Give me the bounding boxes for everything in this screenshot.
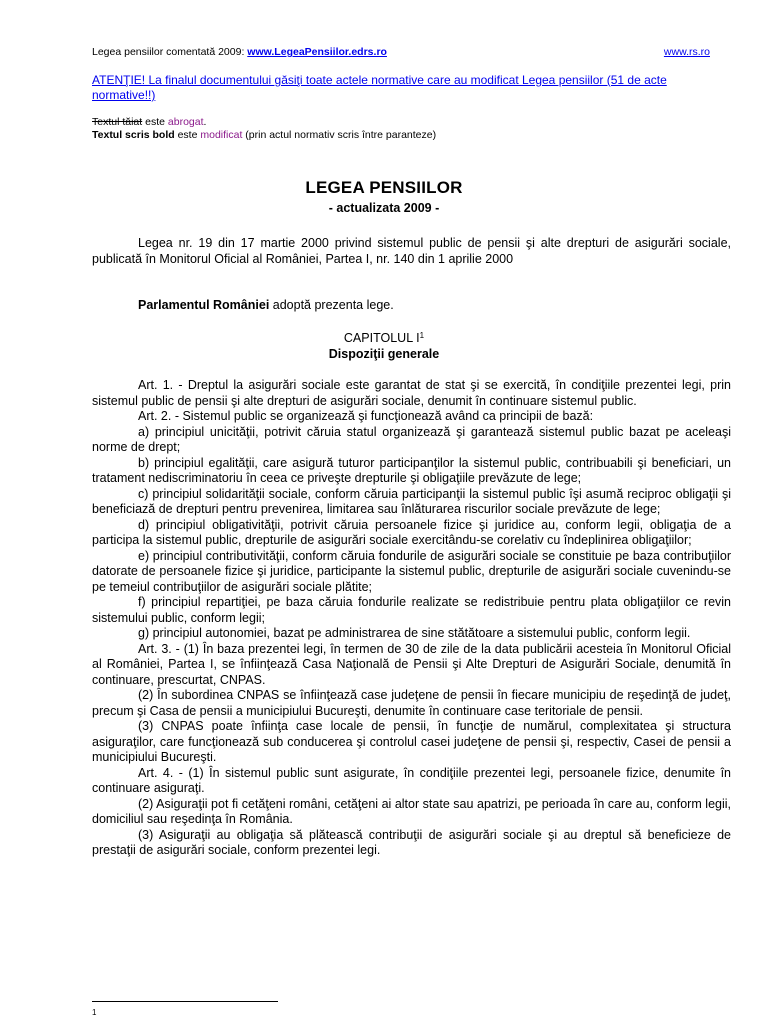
legend-strike-line (92, 116, 732, 129)
legend-strike-sample: Textul tăiat (92, 116, 143, 128)
legend-bold-sample: Textul scris bold (92, 129, 175, 141)
article-paragraph: e) principiul contributivităţii, conform căruia fondurile de asigurări sociale se constituie pe baza contribuţiilor datorate de persoanele fizice şi juridice, participante la sistemul public, drepturile de asigurări sociale cuvenindu-se pe temeiul contribuţiilor de asigurări sociale plătite; (92, 548, 731, 594)
header-text: Legea pensiilor comentată 2009: (92, 46, 248, 58)
article-paragraph: c) principiul solidarităţii sociale, conform căruia participanţii la sistemul public îşi asumă reciproc obligaţii şi beneficiază de drepturi pentru prevenirea, limitarea sau înlăturarea riscurilor sociale prevăzute de lege; (92, 486, 731, 516)
article-paragraph: (2) Asiguraţii pot fi cetăţeni români, cetăţeni ai altor state sau apatrizi, pe perioada în care au, conform legii, domiciliul sau reşedinţa în România. (92, 796, 731, 826)
chapter-label: CAPITOLUL I (343, 331, 420, 345)
chapter-label-line (0, 330, 768, 346)
footnote-ref[interactable]: 1 (419, 331, 425, 340)
legend-bold-line (92, 129, 732, 142)
legend (92, 116, 732, 142)
parliament-text: adoptă prezenta lege. (269, 298, 394, 312)
site-link[interactable]: www.LegeaPensiilor.edrs.ro (247, 46, 387, 58)
parliament-name: Parlamentul României (138, 298, 270, 312)
document-subtitle: - actualizata 2009 - (328, 201, 440, 215)
article-paragraph: Art. 3. - (1) În baza prezentei legi, în termen de 30 de zile de la data publicării acesteia în Monitorul Oficial al României, Partea I, se înfiinţează Casa Naţională de Pensii şi Alte Drepturi de Asigurări Sociale, denumită în continuare, prescurtat, CNPAS. (92, 641, 731, 687)
legend-text: este (142, 116, 168, 128)
page-header (92, 46, 710, 58)
chapter-heading (0, 330, 768, 362)
rs-link[interactable]: www.rs.ro (663, 46, 710, 58)
legend-text: . (203, 116, 207, 128)
chapter-title: Dispoziţii generale (328, 347, 440, 361)
document-title: LEGEA PENSIILOR (305, 178, 463, 197)
article-paragraph: Art. 1. - Dreptul la asigurări sociale este garantat de stat şi se exercită, în condiţiile prezentei legi, prin sistemul public de pensii şi alte drepturi de asigurări sociale, denumit în continuare sistemul public. (92, 378, 731, 408)
legend-text: (prin actul normativ scris între paranteze) (242, 129, 437, 141)
article-paragraph: (2) În subordinea CNPAS se înfiinţează case judeţene de pensii în fiecare municipiu de reşedinţă de judeţ, precum şi Casa de pensii a municipiului Bucureşti, denumite în continuare case teritoriale de pensii. (92, 688, 731, 718)
intro-paragraph: Legea nr. 19 din 17 martie 2000 privind sistemul public de pensii şi alte drepturi de asigurări sociale, publicată în Monitorul Oficial al României, Partea I, nr. 140 din 1 aprilie 2000 (92, 236, 731, 266)
article-paragraph: a) principiul unicităţii, potrivit căruia statul organizează şi garantează sistemul public bazat pe aceleaşi norme de drept; (92, 424, 731, 454)
parliament-section (92, 298, 731, 314)
intro-section (92, 236, 731, 267)
article-paragraph: (3) Asiguraţii au obligaţia să plătească contribuţii de asigurări sociale şi au dreptul să beneficieze de prestaţii de asigurări sociale, conform prezentei legi. (92, 827, 731, 857)
article-paragraph: f) principiul repartiţiei, pe baza căruia fondurile realizate se redistribuie pentru plata obligaţiilor ce revin sistemului public, conform legii; (92, 595, 731, 625)
footnote-number: 1 (92, 1008, 97, 1017)
articles-section (92, 378, 731, 859)
attention-link[interactable]: ATENŢIE! La finalul documentului găsiţi toate actele normative care au modificat Legea pensiilor (51 de acte normative!!) (92, 73, 667, 102)
legend-text: este (174, 129, 201, 141)
article-paragraph: d) principiul obligativităţii, potrivit căruia persoanele fizice şi juridice au, conform legii, obligaţia de a participa la sistemul public, drepturile de asigurări sociale exercitându-se corelativ cu îndeplinirea obligaţiilor; (92, 517, 731, 547)
article-paragraph: (3) CNPAS poate înfiinţa case locale de pensii, în funcţie de numărul, complexitatea şi structura asiguraţilor, care funcţionează sub conducerea şi controlul casei judeţene de pensii şi, respectiv, Casei de pensii a municipiului Bucureşti. (92, 719, 731, 764)
footnote-separator (92, 1001, 278, 1002)
article-paragraph: b) principiul egalităţii, care asigură tuturor participanţilor la sistemul public, contribuabili şi beneficiari, un tratament nediscriminatoriu în ceea ce priveşte drepturile şi obligaţiile prevăzute de lege; (92, 455, 731, 485)
article-paragraph: g) principiul autonomiei, bazat pe administrarea de sine stătătoare a sistemului public, conform legii. (138, 626, 691, 640)
legend-abrogat: abrogat (167, 116, 204, 128)
legend-modificat: modificat (200, 129, 243, 141)
article-paragraph: Art. 4. - (1) În sistemul public sunt asigurate, în condiţiile prezentei legi, persoanele fizice, denumite în continuare asiguraţi. (92, 765, 731, 795)
parliament-paragraph (92, 298, 731, 314)
article-paragraph: Art. 2. - Sistemul public se organizează şi funcţionează având ca principii de bază: (138, 409, 594, 423)
